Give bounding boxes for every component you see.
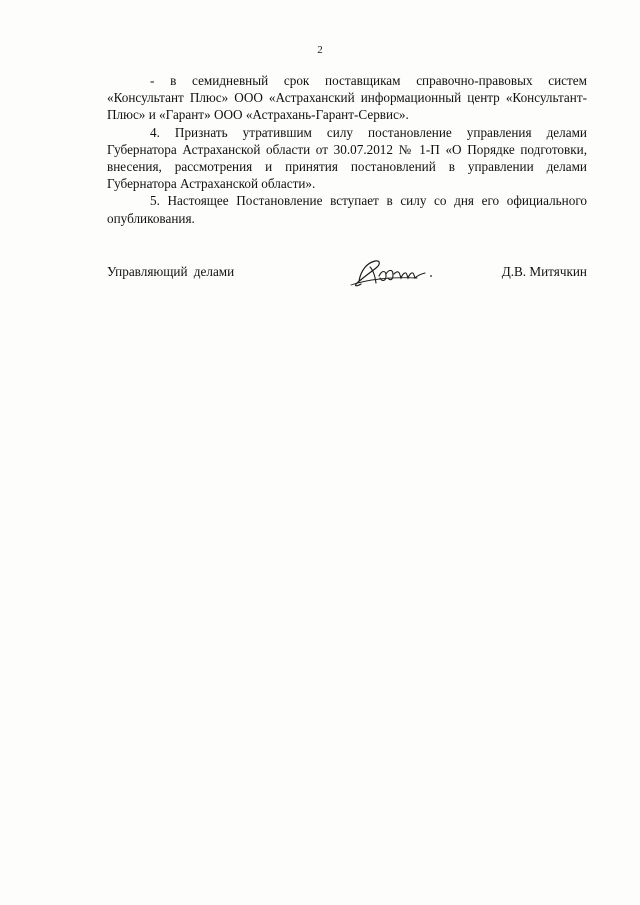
document-body: [107, 72, 587, 227]
signatory-name: Д.В. Митячкин: [501, 264, 587, 279]
signatory-title: Управляющий делами: [107, 264, 235, 279]
paragraph-effective-date: 5. Настоящее Постановление вступает в силу со дня его официального опубликования.: [107, 193, 587, 226]
signature-block: [107, 256, 587, 296]
handwritten-signature: [345, 256, 445, 290]
paragraph-distribution: - в семидневный срок поставщикам справочно-правовых систем «Консультант Плюс» ООО «Астраханский информационный центр «Консультант-Плюс» и «Гарант» ООО «Астрахань-Гарант-Сервис».: [107, 73, 587, 123]
page-number: 2: [317, 44, 323, 56]
paragraph-repeal: 4. Признать утратившим силу постановление управления делами Губернатора Астраханской области от 30.07.2012 № 1-П «О Порядке подготовки, внесения, рассмотрения и принятия постановлений в управлении делами Губернатора Астраханской области».: [107, 124, 587, 192]
